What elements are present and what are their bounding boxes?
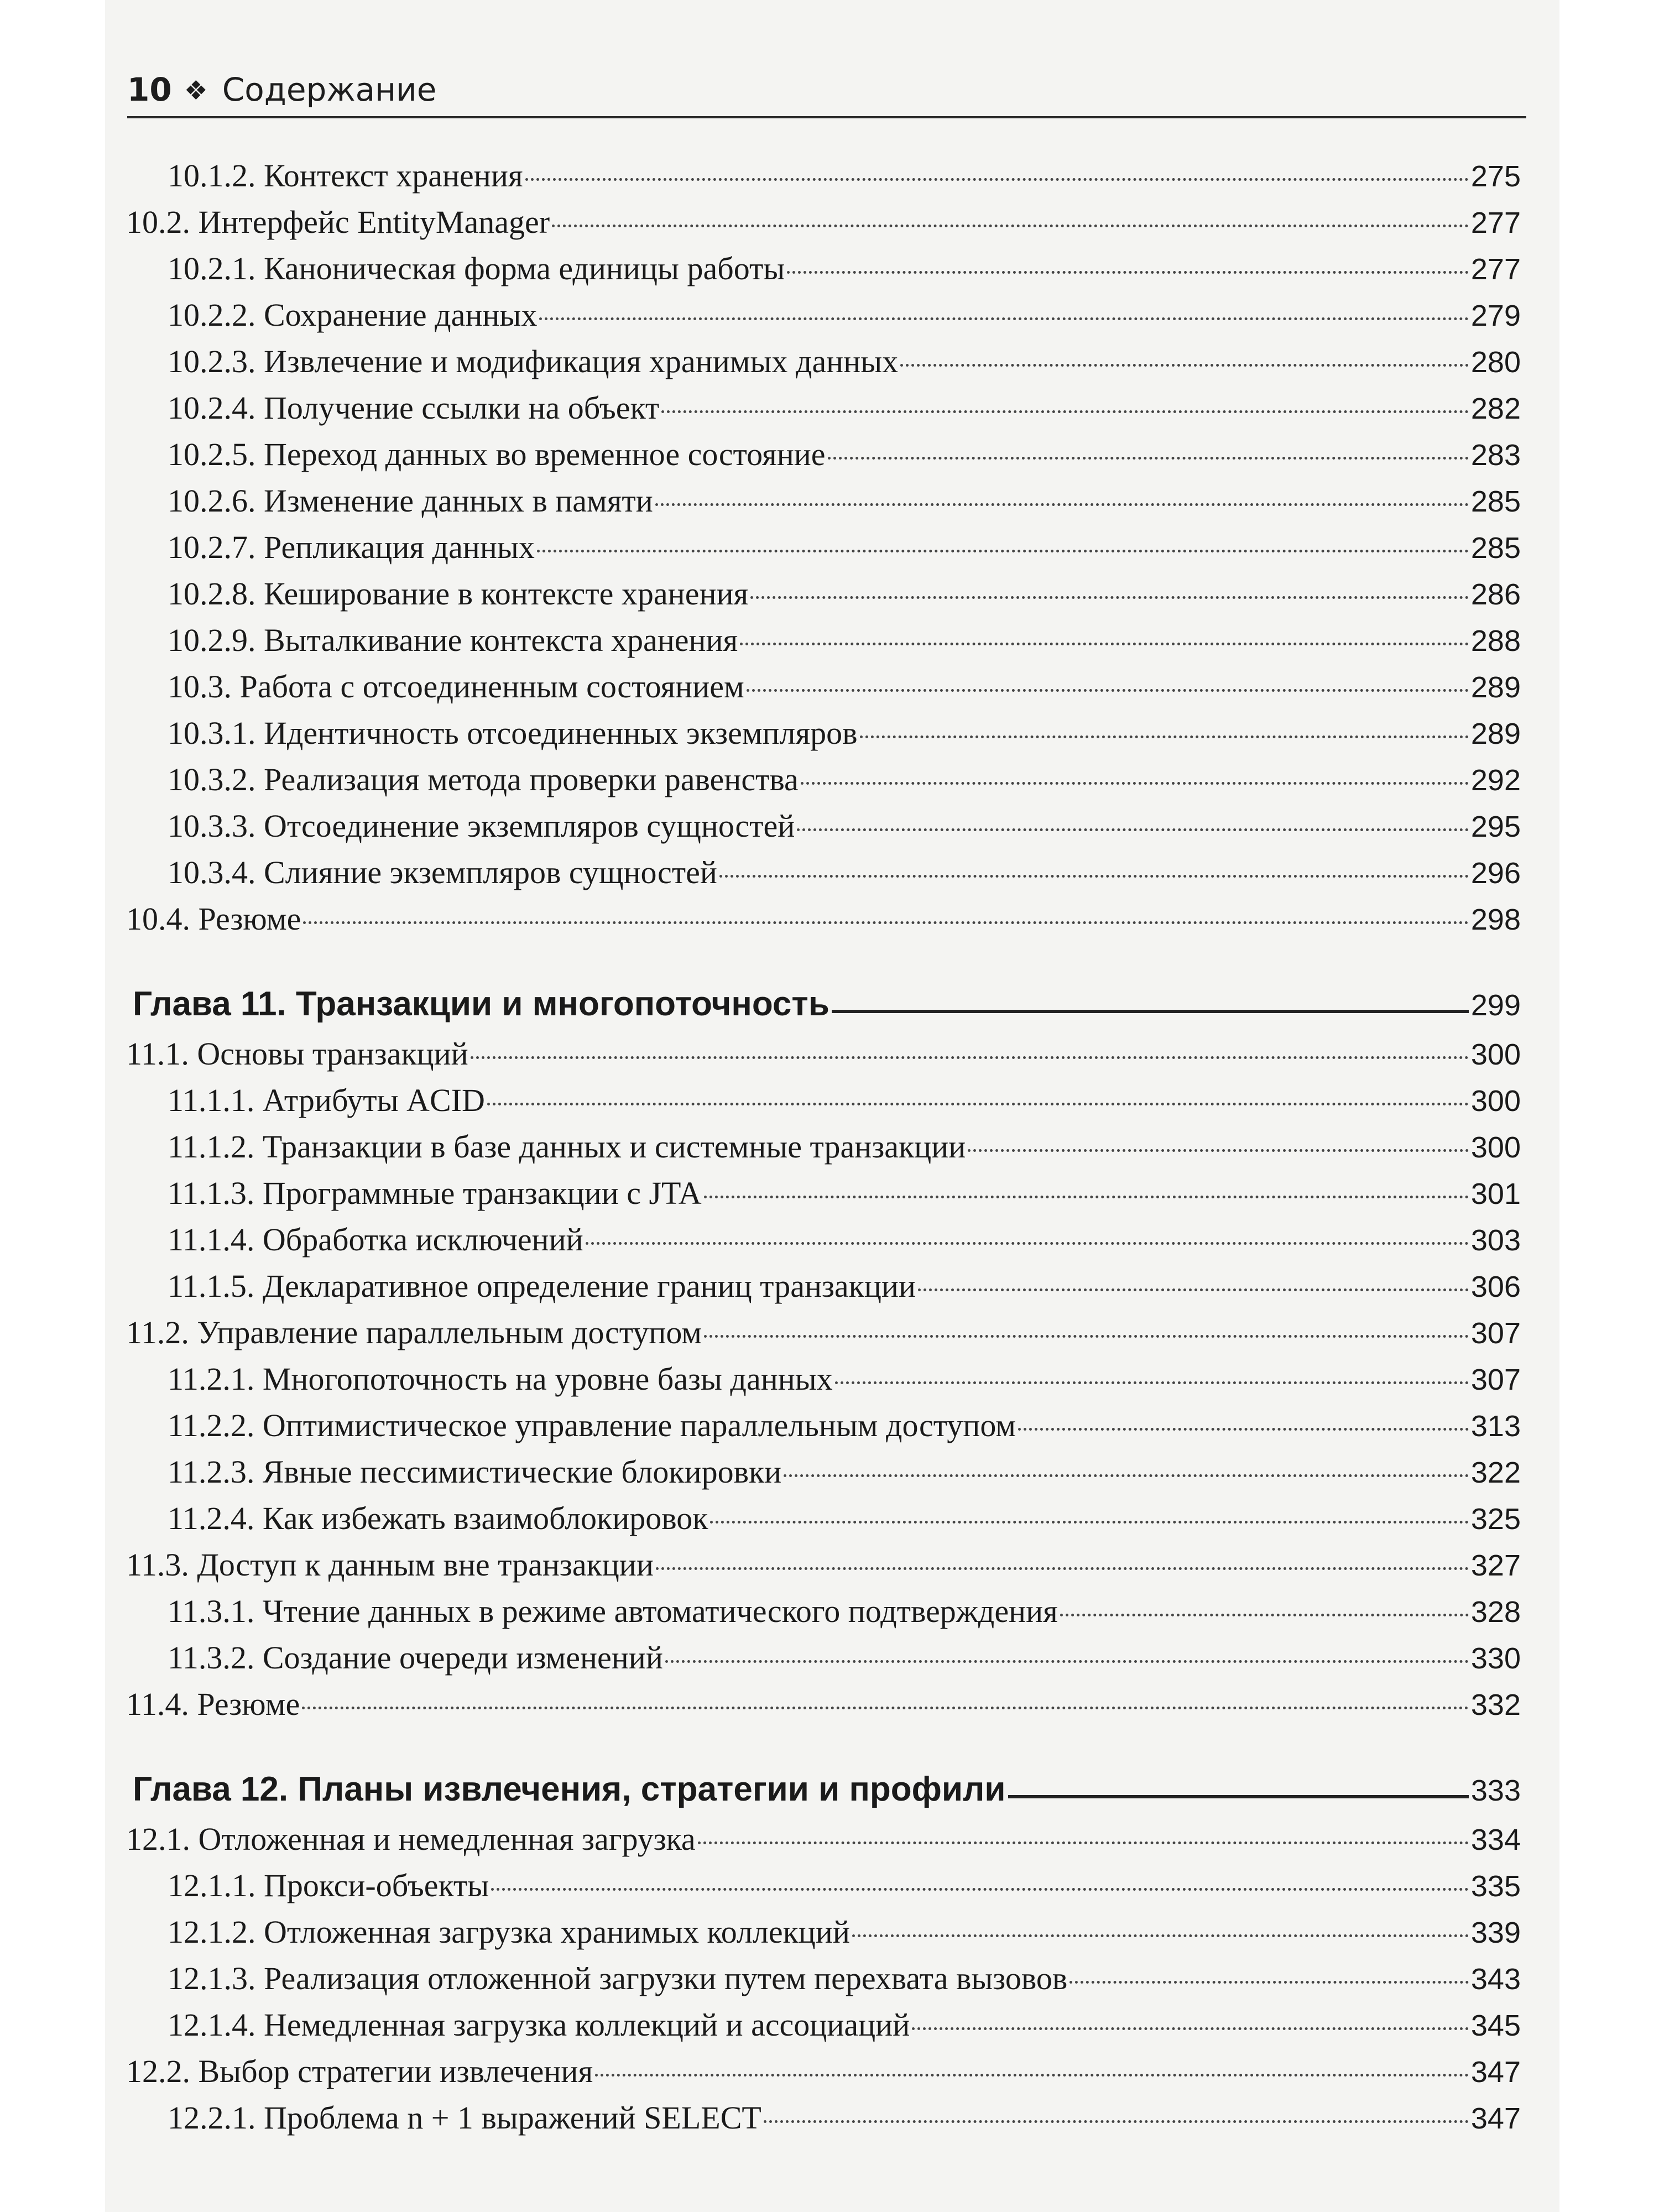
toc-entry-page: 285 xyxy=(1470,531,1521,565)
dot-leader xyxy=(302,1707,1469,1709)
toc-entry-page: 303 xyxy=(1470,1224,1521,1257)
toc-entry xyxy=(168,1912,1521,1953)
toc-entry-title: 10.2.4. Получение ссылки на объект xyxy=(168,390,660,426)
toc-entry-title: 10.2.6. Изменение данных в памяти xyxy=(168,483,653,519)
toc-entry-page: 282 xyxy=(1470,392,1521,425)
toc-entry-page: 327 xyxy=(1470,1549,1521,1582)
toc-entry xyxy=(168,1499,1521,1539)
toc-entry xyxy=(126,1545,1521,1585)
toc-entry xyxy=(168,1359,1521,1400)
toc-entry-page: 283 xyxy=(1470,439,1521,472)
dot-leader xyxy=(968,1149,1469,1152)
toc-entry xyxy=(126,202,1521,243)
dot-leader xyxy=(860,735,1469,738)
toc-entry xyxy=(168,620,1521,661)
toc-entry xyxy=(168,1592,1521,1632)
dot-leader xyxy=(537,550,1469,552)
toc-entry-page: 300 xyxy=(1470,1038,1521,1071)
toc-entry xyxy=(168,760,1521,800)
toc-entry xyxy=(126,899,1521,940)
toc-entry xyxy=(168,156,1521,196)
chapter-page: 333 xyxy=(1470,1774,1521,1807)
running-head-title: Содержание xyxy=(222,71,437,108)
dot-leader xyxy=(828,457,1469,460)
toc-entry xyxy=(168,2005,1521,2046)
toc-entry-title: 10.3.1. Идентичность отсоединенных экземпляров xyxy=(168,715,858,751)
toc-entry-title: 10.3.3. Отсоединение экземпляров сущностей xyxy=(168,808,795,844)
toc-entry-title: 10.2.7. Репликация данных xyxy=(168,529,535,565)
toc-entry-title: 12.2. Выбор стратегии извлечения xyxy=(126,2053,593,2089)
dot-leader xyxy=(835,1381,1469,1384)
toc-entry xyxy=(168,342,1521,382)
toc-entry-page: 292 xyxy=(1470,764,1521,797)
toc-entry-title: 11.2.3. Явные пессимистические блокировки xyxy=(168,1454,782,1490)
toc-entry xyxy=(168,806,1521,847)
chapter-heading xyxy=(133,1770,1521,1811)
toc-entry-title: 11.1.3. Программные транзакции с JTA xyxy=(168,1175,702,1211)
chapter-heading xyxy=(133,984,1521,1025)
dot-leader xyxy=(661,410,1469,413)
toc-entry xyxy=(168,1127,1521,1167)
toc-entry-page: 300 xyxy=(1470,1131,1521,1164)
toc-entry xyxy=(168,713,1521,754)
toc-entry-page: 280 xyxy=(1470,346,1521,379)
dot-leader xyxy=(787,271,1469,274)
chapter-title: Глава 11. Транзакции и многопоточность xyxy=(133,985,830,1023)
toc-entry xyxy=(168,1406,1521,1446)
toc-entry-title: 10.3. Работа с отсоединенным состоянием xyxy=(168,669,744,705)
dot-leader xyxy=(471,1056,1469,1059)
chapter-title: Глава 12. Планы извлечения, стратегии и профили xyxy=(133,1770,1006,1808)
toc-entry xyxy=(168,528,1521,568)
dot-leader xyxy=(665,1660,1469,1663)
toc-entry-title: 11.2. Управление параллельным доступом xyxy=(126,1314,702,1350)
dot-leader xyxy=(747,689,1469,692)
toc-entry xyxy=(126,2052,1521,2092)
chapter-page: 299 xyxy=(1470,989,1521,1022)
dot-leader xyxy=(912,2027,1469,2030)
toc-entry-title: 10.2.5. Переход данных во временное состояние xyxy=(168,436,826,472)
toc-entry-page: 295 xyxy=(1470,810,1521,843)
toc-entry xyxy=(126,1034,1521,1074)
toc-entry-page: 289 xyxy=(1470,717,1521,750)
toc-entry-page: 307 xyxy=(1470,1317,1521,1350)
toc-entry-page: 322 xyxy=(1470,1456,1521,1489)
dot-leader xyxy=(552,225,1469,227)
dot-leader xyxy=(656,1567,1469,1570)
dot-leader xyxy=(750,596,1469,599)
toc-entry-page: 347 xyxy=(1470,2102,1521,2135)
toc-entry xyxy=(168,1638,1521,1678)
toc-entry xyxy=(168,667,1521,707)
dot-leader xyxy=(704,1335,1469,1338)
toc-entry-title: 12.1.1. Прокси-объекты xyxy=(168,1867,489,1903)
dot-leader xyxy=(764,2120,1469,2123)
toc-entry-page: 277 xyxy=(1470,206,1521,239)
toc-entry-page: 279 xyxy=(1470,299,1521,332)
page-number: 10 xyxy=(127,71,172,108)
toc-entry xyxy=(168,1173,1521,1214)
toc-entry-page: 334 xyxy=(1470,1823,1521,1856)
toc-entry-title: 11.3.2. Создание очереди изменений xyxy=(168,1640,663,1676)
toc-entry xyxy=(168,1959,1521,1999)
toc-entry-title: 10.2. Интерфейс EntityManager xyxy=(126,204,550,240)
dot-leader xyxy=(784,1474,1469,1477)
dot-leader xyxy=(303,921,1469,924)
dot-leader xyxy=(1018,1428,1469,1431)
dot-leader xyxy=(900,364,1469,367)
toc-entry-title: 10.2.9. Выталкивание контекста хранения xyxy=(168,622,738,658)
chapter-leader xyxy=(1008,1795,1469,1798)
toc-entry-page: 307 xyxy=(1470,1363,1521,1396)
toc-entry xyxy=(168,1866,1521,1906)
toc-entry-page: 332 xyxy=(1470,1688,1521,1721)
toc-entry-title: 12.1.3. Реализация отложенной загрузки путем перехвата вызовов xyxy=(168,1960,1068,1996)
dot-leader xyxy=(801,782,1469,785)
toc-entry-title: 10.2.1. Каноническая форма единицы работы xyxy=(168,251,785,286)
toc-entry-title: 11.1.4. Обработка исключений xyxy=(168,1222,583,1258)
toc-entry-title: 11.3. Доступ к данным вне транзакции xyxy=(126,1547,654,1583)
toc-entry xyxy=(168,1220,1521,1260)
dot-leader xyxy=(487,1103,1469,1105)
toc-entry xyxy=(168,295,1521,336)
toc-entry-page: 285 xyxy=(1470,485,1521,518)
ornament-icon: ❖ xyxy=(184,75,208,106)
toc-entry xyxy=(168,481,1521,521)
toc-entry-page: 288 xyxy=(1470,624,1521,658)
toc-entry-title: 12.1.2. Отложенная загрузка хранимых коллекций xyxy=(168,1914,850,1950)
toc-entry xyxy=(168,1452,1521,1493)
toc-entry-title: 11.4. Резюме xyxy=(126,1686,300,1722)
toc-entry xyxy=(168,435,1521,475)
dot-leader xyxy=(719,875,1469,878)
toc-entry-page: 298 xyxy=(1470,903,1521,936)
toc-entry-page: 277 xyxy=(1470,253,1521,286)
toc-entry-page: 296 xyxy=(1470,857,1521,890)
toc-entry-title: 10.2.2. Сохранение данных xyxy=(168,297,538,333)
toc-entry xyxy=(168,388,1521,429)
toc-entry-title: 12.2.1. Проблема n + 1 выражений SELECT xyxy=(168,2100,761,2136)
dot-leader xyxy=(586,1242,1469,1245)
toc-entry xyxy=(126,1819,1521,1860)
toc-entry-page: 306 xyxy=(1470,1270,1521,1303)
toc-entry-page: 347 xyxy=(1470,2056,1521,2089)
chapter-leader xyxy=(832,1010,1469,1013)
toc-entry-title: 10.1.2. Контекст хранения xyxy=(168,158,523,194)
toc-entry xyxy=(168,2098,1521,2138)
toc-entry-title: 11.2.1. Многопоточность на уровне базы данных xyxy=(168,1361,833,1397)
toc-entry-page: 335 xyxy=(1470,1870,1521,1903)
toc-entry-title: 11.1.5. Декларативное определение границ транзакции xyxy=(168,1268,916,1304)
dot-leader xyxy=(710,1521,1468,1524)
dot-leader xyxy=(655,503,1469,506)
toc-entry-page: 328 xyxy=(1470,1595,1521,1629)
toc-entry-page: 313 xyxy=(1470,1410,1521,1443)
toc-entry-title: 11.3.1. Чтение данных в режиме автоматического подтверждения xyxy=(168,1593,1058,1629)
toc-entry-page: 301 xyxy=(1470,1177,1521,1211)
toc-entry-title: 11.1. Основы транзакций xyxy=(126,1036,468,1072)
toc-entry-title: 11.1.2. Транзакции в базе данных и системные транзакции xyxy=(168,1129,966,1165)
dot-leader xyxy=(852,1934,1469,1937)
toc-entry-title: 11.1.1. Атрибуты ACID xyxy=(168,1082,485,1118)
dot-leader xyxy=(797,828,1469,831)
dot-leader xyxy=(525,178,1469,181)
toc-entry-page: 300 xyxy=(1470,1084,1521,1118)
toc-entry-page: 330 xyxy=(1470,1642,1521,1675)
toc-entry-title: 11.2.2. Оптимистическое управление параллельным доступом xyxy=(168,1407,1016,1443)
dot-leader xyxy=(539,317,1469,320)
toc-entry-title: 12.1. Отложенная и немедленная загрузка xyxy=(126,1821,696,1857)
dot-leader xyxy=(1060,1614,1469,1616)
toc-entry-page: 345 xyxy=(1470,2009,1521,2042)
toc-entry-title: 10.2.8. Кеширование в контексте хранения xyxy=(168,576,749,612)
toc-entry-title: 11.2.4. Как избежать взаимоблокировок xyxy=(168,1500,708,1536)
toc-entry-page: 286 xyxy=(1470,578,1521,611)
dot-leader xyxy=(740,643,1469,645)
toc-entry xyxy=(168,853,1521,893)
toc-entry-title: 12.1.4. Немедленная загрузка коллекций и ассоциаций xyxy=(168,2007,910,2043)
dot-leader xyxy=(698,1841,1469,1844)
dot-leader xyxy=(595,2074,1469,2077)
toc-entry-page: 325 xyxy=(1470,1503,1521,1536)
toc-entry xyxy=(126,1684,1521,1725)
toc-entry-title: 10.3.4. Слияние экземпляров сущностей xyxy=(168,854,717,890)
toc-entry xyxy=(126,1313,1521,1353)
dot-leader xyxy=(704,1196,1469,1198)
toc-entry-page: 275 xyxy=(1470,160,1521,193)
toc-entry-page: 339 xyxy=(1470,1916,1521,1949)
toc-entry-page: 289 xyxy=(1470,671,1521,704)
dot-leader xyxy=(918,1288,1469,1291)
toc-entry xyxy=(168,1081,1521,1121)
toc-entry-title: 10.3.2. Реализация метода проверки равенства xyxy=(168,761,799,797)
toc-entry-title: 10.2.3. Извлечение и модификация хранимых данных xyxy=(168,343,899,379)
dot-leader xyxy=(1070,1981,1469,1984)
toc-entry-page: 343 xyxy=(1470,1963,1521,1996)
toc-entry xyxy=(168,249,1521,289)
toc-entry-title: 10.4. Резюме xyxy=(126,901,301,937)
toc-entry xyxy=(168,1266,1521,1307)
toc-entry xyxy=(168,574,1521,614)
dot-leader xyxy=(491,1888,1469,1891)
